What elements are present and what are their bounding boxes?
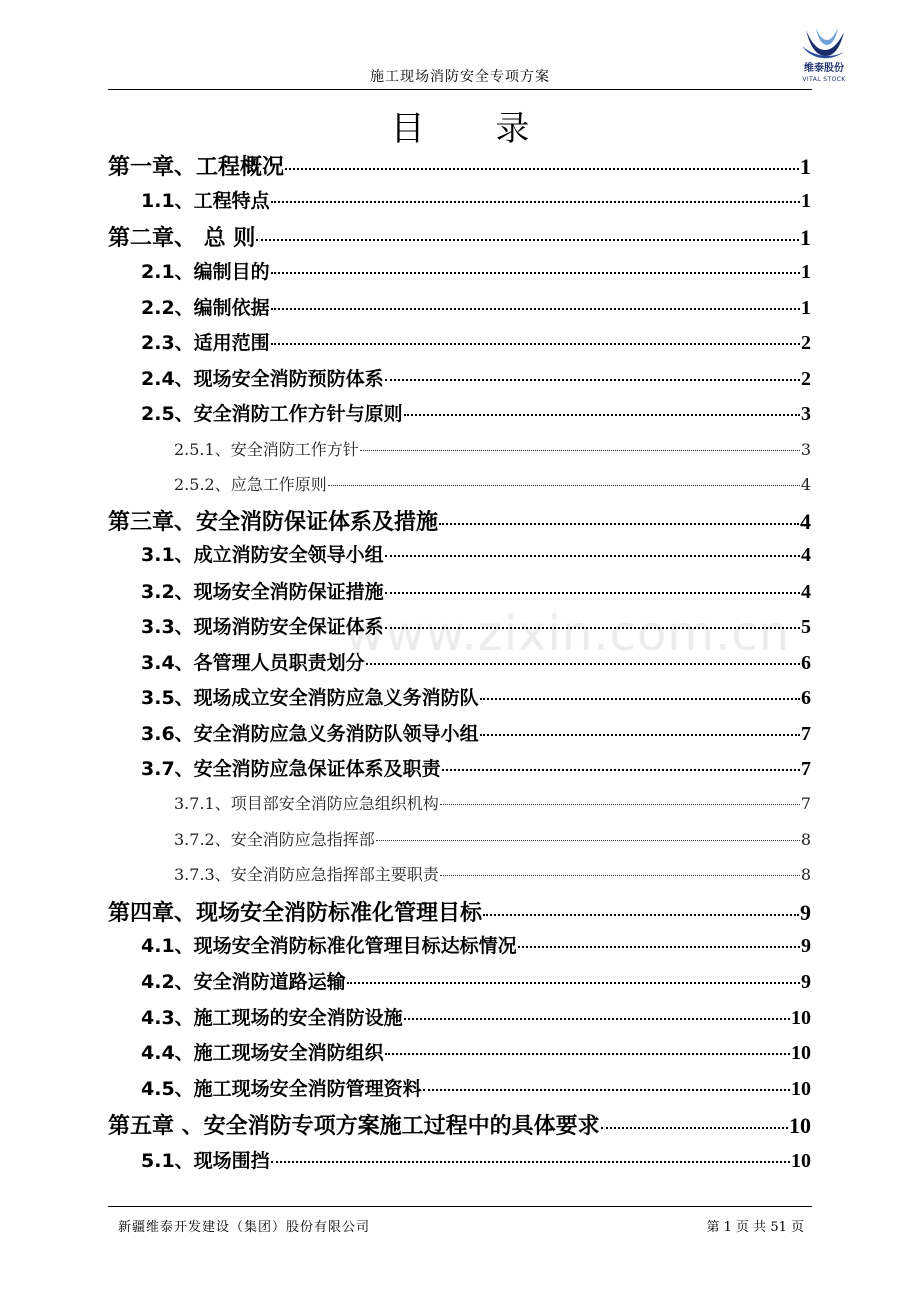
toc-dot-leader [360, 449, 800, 451]
toc-entry-title: 3.2、现场安全消防保证措施 [141, 581, 384, 603]
toc-entry-title: 3.6、安全消防应急义务消防队领导小组 [141, 723, 479, 745]
toc-page-number: 10 [791, 1007, 811, 1029]
toc-entry[interactable] [108, 437, 811, 460]
toc-entry-title: 4.2、安全消防道路运输 [141, 971, 346, 993]
toc-entry-title: 3.1、成立消防安全领导小组 [141, 544, 384, 566]
toc-entry[interactable] [108, 967, 811, 994]
footer-divider [108, 1206, 812, 1207]
toc-dot-leader [385, 1052, 790, 1055]
toc-entry[interactable] [108, 754, 811, 781]
toc-entry-title: 第四章、现场安全消防标准化管理目标 [108, 901, 483, 926]
toc-dot-leader [285, 167, 799, 170]
toc-page-number: 9 [801, 935, 811, 957]
toc-page-number: 10 [791, 1042, 811, 1064]
header-title: 施工现场消防安全专项方案 [370, 69, 550, 85]
toc-page-number: 2 [801, 368, 811, 390]
toc-entry[interactable] [108, 186, 811, 213]
toc-page-number: 7 [801, 758, 811, 780]
toc-page-number: 6 [801, 687, 811, 709]
toc-entry[interactable] [108, 364, 811, 391]
toc-entry-title: 1.1、工程特点 [141, 190, 270, 212]
watermark: www.zixin.com.cn [345, 606, 791, 662]
toc-entry-title: 5.1、现场围挡 [141, 1150, 270, 1172]
toc-dot-leader [376, 839, 800, 841]
toc-dot-leader [271, 1160, 790, 1163]
toc-page-number: 1 [801, 261, 811, 283]
toc-dot-leader [271, 342, 800, 345]
toc-entry[interactable] [108, 862, 811, 885]
toc-entry-title: 2.2、编制依据 [141, 297, 270, 319]
toc-dot-leader [601, 1126, 788, 1129]
toc-dot-leader [271, 307, 800, 310]
toc-title: 目 录 [390, 109, 560, 149]
toc-entry[interactable] [108, 612, 811, 639]
toc-page-number: 10 [791, 1150, 811, 1172]
toc-page-number: 2 [801, 332, 811, 354]
toc-entry-title: 3.7.3、安全消防应急指挥部主要职责 [174, 865, 439, 884]
toc-entry[interactable] [108, 896, 811, 927]
logo-chinese-name: 维泰股份 [804, 63, 844, 74]
toc-page-number: 1 [800, 225, 811, 250]
toc-entry-title: 3.7.1、项目部安全消防应急组织机构 [174, 794, 439, 813]
toc-page-number: 5 [801, 616, 811, 638]
toc-entry-title: 4.3、施工现场的安全消防设施 [141, 1007, 403, 1029]
toc-dot-leader [442, 768, 800, 771]
toc-dot-leader [440, 874, 800, 876]
toc-entry-title: 3.7.2、安全消防应急指挥部 [174, 830, 375, 849]
toc-entry-title: 3.5、现场成立安全消防应急义务消防队 [141, 687, 479, 709]
toc-page-number: 4 [800, 475, 811, 494]
toc-dot-leader [439, 522, 799, 525]
toc-page-number: 8 [800, 830, 811, 849]
toc-entry[interactable] [108, 150, 811, 181]
logo-english-name: VITAL STOCK [802, 76, 846, 83]
toc-entry-title: 2.1、编制目的 [141, 261, 270, 283]
toc-entry[interactable] [108, 577, 811, 604]
toc-dot-leader [256, 238, 799, 241]
toc-dot-leader [423, 1088, 790, 1091]
toc-dot-leader [366, 662, 800, 665]
toc-entry-title: 3.7、安全消防应急保证体系及职责 [141, 758, 441, 780]
toc-page-number: 9 [800, 900, 811, 925]
toc-page-number: 9 [801, 971, 811, 993]
toc-dot-leader [271, 200, 800, 203]
toc-page-number: 7 [800, 794, 811, 813]
toc-page-number: 3 [800, 440, 811, 459]
toc-entry[interactable] [108, 328, 811, 355]
toc-entry-title: 3.3、现场消防安全保证体系 [141, 616, 384, 638]
toc-page-number: 4 [801, 581, 811, 603]
toc-entry[interactable] [108, 540, 811, 567]
toc-dot-leader [385, 591, 800, 594]
toc-dot-leader [385, 626, 800, 629]
toc-entry[interactable] [108, 648, 811, 675]
header-divider [108, 89, 812, 90]
toc-dot-leader [271, 271, 800, 274]
toc-entry-title: 2.5、安全消防工作方针与原则 [141, 403, 403, 425]
toc-entry-title: 2.4、现场安全消防预防体系 [141, 368, 384, 390]
toc-entry[interactable] [108, 1003, 811, 1030]
toc-page-number: 8 [800, 865, 811, 884]
toc-dot-leader [385, 554, 800, 557]
toc-entry[interactable] [108, 399, 811, 426]
toc-page-number: 3 [801, 403, 811, 425]
toc-dot-leader [480, 697, 800, 700]
toc-entry[interactable] [108, 719, 811, 746]
toc-dot-leader [518, 945, 800, 948]
toc-entry[interactable] [108, 257, 811, 284]
toc-entry-title: 第三章、安全消防保证体系及措施 [108, 510, 439, 535]
toc-entry-title: 4.4、施工现场安全消防组织 [141, 1042, 384, 1064]
company-logo [796, 26, 852, 88]
toc-entry[interactable] [108, 791, 811, 814]
toc-dot-leader [404, 413, 800, 416]
toc-dot-leader [440, 803, 800, 805]
toc-entry[interactable] [108, 931, 811, 958]
toc-entry[interactable] [108, 1146, 811, 1173]
toc-dot-leader [483, 913, 799, 916]
toc-page-number: 4 [800, 509, 811, 534]
toc-page-number: 1 [801, 190, 811, 212]
toc-page-number: 4 [801, 544, 811, 566]
toc-dot-leader [347, 981, 800, 984]
toc-dot-leader [480, 733, 800, 736]
toc-entry[interactable] [108, 1109, 811, 1140]
toc-page-number: 10 [791, 1078, 811, 1100]
toc-dot-leader [328, 484, 800, 486]
toc-page-number: 7 [801, 723, 811, 745]
toc-entry[interactable] [108, 505, 811, 536]
toc-page-number: 1 [800, 154, 811, 179]
toc-entry[interactable] [108, 683, 811, 710]
footer-page-info: 第 1 页 共 51 页 [706, 1220, 804, 1235]
toc-page-number: 6 [801, 652, 811, 674]
toc-dot-leader [385, 378, 800, 381]
toc-entry-title: 第二章、 总 则 [108, 226, 256, 251]
toc-entry[interactable] [108, 293, 811, 320]
toc-entry-title: 第五章 、安全消防专项方案施工过程中的具体要求 [108, 1114, 600, 1139]
toc-page-number: 1 [801, 297, 811, 319]
toc-entry-title: 2.5.1、安全消防工作方针 [174, 440, 359, 459]
toc-entry[interactable] [108, 472, 811, 495]
toc-entry-title: 4.5、施工现场安全消防管理资料 [141, 1078, 422, 1100]
toc-entry[interactable] [108, 221, 811, 252]
toc-dot-leader [404, 1017, 790, 1020]
toc-entry-title: 4.1、现场安全消防标准化管理目标达标情况 [141, 935, 517, 957]
toc-entry-title: 第一章、工程概况 [108, 155, 285, 180]
toc-entry-title: 3.4、各管理人员职责划分 [141, 652, 365, 674]
logo-swoosh-icon [800, 26, 846, 62]
toc-entry-title: 2.5.2、应急工作原则 [174, 475, 327, 494]
toc-entry[interactable] [108, 827, 811, 850]
toc-page-number: 10 [789, 1113, 811, 1138]
toc-entry-title: 2.3、适用范围 [141, 332, 270, 354]
footer-company: 新疆维泰开发建设（集团）股份有限公司 [118, 1220, 371, 1235]
toc-entry[interactable] [108, 1074, 811, 1101]
toc-entry[interactable] [108, 1038, 811, 1065]
